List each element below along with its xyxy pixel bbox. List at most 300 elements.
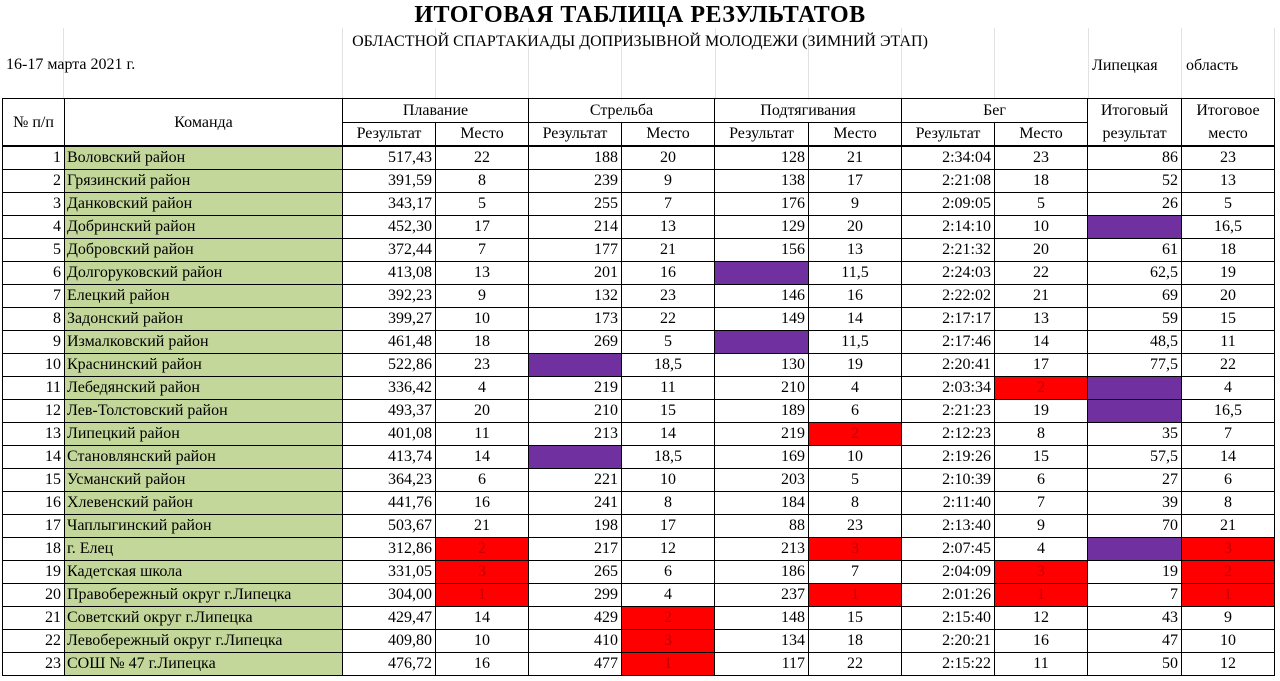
- total-place-cell: 8: [1182, 492, 1275, 515]
- row-number-cell: 22: [3, 630, 65, 653]
- header-num: № п/п: [3, 99, 65, 147]
- run-result-cell: 2:10:39: [902, 469, 995, 492]
- total-result-cell: 47: [1088, 630, 1182, 653]
- pull-place-cell: 2: [809, 423, 902, 446]
- swim-result-cell: 461,48: [343, 331, 436, 354]
- total-place-cell: 1: [1182, 584, 1275, 607]
- swim-result-cell: 517,43: [343, 146, 436, 170]
- swim-place-cell: 8: [436, 170, 529, 193]
- run-place-cell: 3: [995, 561, 1088, 584]
- pull-result-cell: 213: [715, 538, 809, 561]
- swim-place-cell: 7: [436, 239, 529, 262]
- header-team: Команда: [65, 99, 343, 147]
- total-result-cell: 50: [1088, 653, 1182, 676]
- total-place-cell: 12: [1182, 653, 1275, 676]
- team-name-cell: Хлевенский район: [65, 492, 343, 515]
- total-place-cell: 22: [1182, 354, 1275, 377]
- table-row: [3, 400, 1275, 423]
- event-date: 16-17 марта 2021 г.: [6, 56, 136, 73]
- run-place-cell: 5: [995, 193, 1088, 216]
- shoot-place-cell: 9: [622, 170, 715, 193]
- team-name-cell: Правобережный округ г.Липецка: [65, 584, 343, 607]
- swim-result-cell: 331,05: [343, 561, 436, 584]
- shoot-place-cell: 3: [622, 630, 715, 653]
- swim-result-cell: 372,44: [343, 239, 436, 262]
- swim-result-cell: 364,23: [343, 469, 436, 492]
- swim-place-cell: 9: [436, 285, 529, 308]
- team-name-cell: Воловский район: [65, 146, 343, 170]
- pull-result-cell: 186: [715, 561, 809, 584]
- row-number-cell: 6: [3, 262, 65, 285]
- shoot-place-cell: 8: [622, 492, 715, 515]
- total-place-cell: 16,5: [1182, 216, 1275, 239]
- results-body: [3, 146, 1275, 676]
- team-name-cell: Лебедянский район: [65, 377, 343, 400]
- run-result-cell: 2:04:09: [902, 561, 995, 584]
- table-row: [3, 146, 1275, 170]
- total-result-cell: 57,5: [1088, 446, 1182, 469]
- total-place-cell: 10: [1182, 630, 1275, 653]
- swim-place-cell: 11: [436, 423, 529, 446]
- table-row: [3, 469, 1275, 492]
- swim-place-cell: 17: [436, 216, 529, 239]
- table-row: [3, 515, 1275, 538]
- page-subtitle: ОБЛАСТНОЙ СПАРТАКИАДЫ ДОПРИЗЫВНОЙ МОЛОДЕЖИ (ЗИМНИЙ ЭТАП): [352, 33, 928, 50]
- shoot-result-cell: 210: [529, 400, 622, 423]
- row-number-cell: 23: [3, 653, 65, 676]
- pull-place-cell: 14: [809, 308, 902, 331]
- table-row: [3, 216, 1275, 239]
- total-result-cell: 21: [1088, 538, 1182, 561]
- total-place-cell: 19: [1182, 262, 1275, 285]
- pull-result-cell: 149: [715, 308, 809, 331]
- team-name-cell: Задонский район: [65, 308, 343, 331]
- total-place-cell: 18: [1182, 239, 1275, 262]
- team-name-cell: СОШ № 47 г.Липецка: [65, 653, 343, 676]
- shoot-result-cell: 241: [529, 492, 622, 515]
- row-number-cell: 8: [3, 308, 65, 331]
- team-name-cell: Лев-Толстовский район: [65, 400, 343, 423]
- swim-result-cell: 392,23: [343, 285, 436, 308]
- pull-place-cell: 9: [809, 193, 902, 216]
- header-shoot: Стрельба: [529, 99, 715, 123]
- pull-result-cell: 138: [715, 170, 809, 193]
- total-result-cell: 62,5: [1088, 262, 1182, 285]
- pull-result-cell: 156: [715, 239, 809, 262]
- results-table: [2, 98, 1275, 676]
- swim-result-cell: 304,00: [343, 584, 436, 607]
- swim-place-cell: 14: [436, 607, 529, 630]
- total-result-cell: 35: [1088, 423, 1182, 446]
- swim-place-cell: 22: [436, 146, 529, 170]
- run-place-cell: 2: [995, 377, 1088, 400]
- run-place-cell: 20: [995, 239, 1088, 262]
- shoot-place-cell: 4: [622, 584, 715, 607]
- header-run-result: Результат: [902, 123, 995, 147]
- shoot-result-cell: 269: [529, 331, 622, 354]
- table-row: [3, 584, 1275, 607]
- swim-result-cell: 452,30: [343, 216, 436, 239]
- total-result-cell: 86: [1088, 146, 1182, 170]
- team-name-cell: Елецкий район: [65, 285, 343, 308]
- swim-result-cell: 522,86: [343, 354, 436, 377]
- shoot-place-cell: 6: [622, 561, 715, 584]
- run-place-cell: 16: [995, 630, 1088, 653]
- region-label: Липецкая: [1092, 57, 1158, 74]
- run-place-cell: 21: [995, 285, 1088, 308]
- shoot-result-cell: 173: [529, 308, 622, 331]
- shoot-place-cell: 17: [622, 515, 715, 538]
- table-row: [3, 377, 1275, 400]
- shoot-result-cell: 198: [529, 515, 622, 538]
- pull-place-cell: 1: [809, 584, 902, 607]
- page-title: ИТОГОВАЯ ТАБЛИЦА РЕЗУЛЬТАТОВ: [414, 2, 866, 28]
- header-swim: Плавание: [343, 99, 529, 123]
- pull-place-cell: 3: [809, 538, 902, 561]
- row-number-cell: 9: [3, 331, 65, 354]
- run-result-cell: 2:07:45: [902, 538, 995, 561]
- shoot-result-cell: 221: [529, 469, 622, 492]
- swim-result-cell: 336,42: [343, 377, 436, 400]
- total-place-cell: 6: [1182, 469, 1275, 492]
- swim-place-cell: 21: [436, 515, 529, 538]
- total-result-cell: 61: [1088, 239, 1182, 262]
- shoot-place-cell: 15: [622, 400, 715, 423]
- team-name-cell: Левобережный округ г.Липецка: [65, 630, 343, 653]
- header-run-place: Место: [995, 123, 1088, 147]
- team-name-cell: Советский округ г.Липецка: [65, 607, 343, 630]
- total-result-cell: 27: [1088, 469, 1182, 492]
- swim-place-cell: 6: [436, 469, 529, 492]
- swim-result-cell: 493,37: [343, 400, 436, 423]
- shoot-place-cell: 5: [622, 331, 715, 354]
- total-place-cell: 9: [1182, 607, 1275, 630]
- shoot-place-cell: 23: [622, 285, 715, 308]
- run-result-cell: 2:34:04: [902, 146, 995, 170]
- swim-place-cell: 3: [436, 561, 529, 584]
- swim-result-cell: 343,17: [343, 193, 436, 216]
- team-name-cell: Измалковский район: [65, 331, 343, 354]
- shoot-result-cell: 190: [529, 446, 622, 469]
- table-row: [3, 193, 1275, 216]
- table-row: [3, 538, 1275, 561]
- shoot-place-cell: 1: [622, 653, 715, 676]
- shoot-result-cell: 239: [529, 170, 622, 193]
- pull-place-cell: 21: [809, 146, 902, 170]
- total-place-cell: 3: [1182, 538, 1275, 561]
- swim-place-cell: 4: [436, 377, 529, 400]
- pull-place-cell: 8: [809, 492, 902, 515]
- swim-result-cell: 413,08: [343, 262, 436, 285]
- run-result-cell: 2:24:03: [902, 262, 995, 285]
- shoot-result-cell: 219: [529, 377, 622, 400]
- total-result-cell: 21: [1088, 377, 1182, 400]
- pull-place-cell: 16: [809, 285, 902, 308]
- run-place-cell: 11: [995, 653, 1088, 676]
- shoot-place-cell: 22: [622, 308, 715, 331]
- total-result-cell: 60: [1088, 400, 1182, 423]
- run-place-cell: 19: [995, 400, 1088, 423]
- swim-result-cell: 441,76: [343, 492, 436, 515]
- swim-place-cell: 1: [436, 584, 529, 607]
- run-result-cell: 2:09:05: [902, 193, 995, 216]
- run-result-cell: 2:22:02: [902, 285, 995, 308]
- total-place-cell: 20: [1182, 285, 1275, 308]
- table-row: [3, 653, 1275, 676]
- run-place-cell: 10: [995, 216, 1088, 239]
- row-number-cell: 5: [3, 239, 65, 262]
- run-result-cell: 2:14:10: [902, 216, 995, 239]
- header-total-result: Итоговый результат: [1088, 99, 1182, 147]
- pull-result-cell: 237: [715, 584, 809, 607]
- total-result-cell: 59: [1088, 308, 1182, 331]
- run-result-cell: 2:15:22: [902, 653, 995, 676]
- pull-result-cell: 128: [715, 146, 809, 170]
- run-place-cell: 7: [995, 492, 1088, 515]
- total-result-cell: 70: [1088, 515, 1182, 538]
- shoot-result-cell: 265: [529, 561, 622, 584]
- pull-result-cell: 134: [715, 630, 809, 653]
- pull-result-cell: 176: [715, 193, 809, 216]
- swim-place-cell: 14: [436, 446, 529, 469]
- run-result-cell: 2:17:46: [902, 331, 995, 354]
- table-row: [3, 239, 1275, 262]
- row-number-cell: 15: [3, 469, 65, 492]
- shoot-place-cell: 12: [622, 538, 715, 561]
- header-shoot-place: Место: [622, 123, 715, 147]
- pull-place-cell: 7: [809, 561, 902, 584]
- shoot-place-cell: 11: [622, 377, 715, 400]
- team-name-cell: Добринский район: [65, 216, 343, 239]
- run-place-cell: 23: [995, 146, 1088, 170]
- total-result-cell: 39: [1088, 492, 1182, 515]
- swim-place-cell: 13: [436, 262, 529, 285]
- shoot-place-cell: 13: [622, 216, 715, 239]
- total-place-cell: 4: [1182, 377, 1275, 400]
- table-row: [3, 423, 1275, 446]
- total-place-cell: 21: [1182, 515, 1275, 538]
- row-number-cell: 4: [3, 216, 65, 239]
- swim-place-cell: 16: [436, 653, 529, 676]
- header-pull-place: Место: [809, 123, 902, 147]
- table-row: [3, 492, 1275, 515]
- row-number-cell: 2: [3, 170, 65, 193]
- pull-result-cell: 184: [715, 492, 809, 515]
- pull-place-cell: 20: [809, 216, 902, 239]
- pull-place-cell: 22: [809, 653, 902, 676]
- pull-result-cell: 160: [715, 331, 809, 354]
- pull-result-cell: 169: [715, 446, 809, 469]
- shoot-place-cell: 2: [622, 607, 715, 630]
- pull-place-cell: 13: [809, 239, 902, 262]
- swim-result-cell: 409,80: [343, 630, 436, 653]
- run-result-cell: 2:20:21: [902, 630, 995, 653]
- pull-place-cell: 4: [809, 377, 902, 400]
- swim-place-cell: 10: [436, 630, 529, 653]
- row-number-cell: 13: [3, 423, 65, 446]
- total-result-cell: 77,5: [1088, 354, 1182, 377]
- shoot-result-cell: 132: [529, 285, 622, 308]
- pull-place-cell: 11,5: [809, 262, 902, 285]
- run-place-cell: 6: [995, 469, 1088, 492]
- pull-place-cell: 23: [809, 515, 902, 538]
- run-place-cell: 12: [995, 607, 1088, 630]
- pull-result-cell: 219: [715, 423, 809, 446]
- pull-result-cell: 148: [715, 607, 809, 630]
- row-number-cell: 11: [3, 377, 65, 400]
- pull-result-cell: 117: [715, 653, 809, 676]
- header-run: Бег: [902, 99, 1088, 123]
- total-place-cell: 7: [1182, 423, 1275, 446]
- swim-place-cell: 23: [436, 354, 529, 377]
- row-number-cell: 10: [3, 354, 65, 377]
- row-number-cell: 21: [3, 607, 65, 630]
- run-place-cell: 14: [995, 331, 1088, 354]
- run-result-cell: 2:21:32: [902, 239, 995, 262]
- run-result-cell: 2:15:40: [902, 607, 995, 630]
- row-number-cell: 16: [3, 492, 65, 515]
- pull-result-cell: 129: [715, 216, 809, 239]
- shoot-result-cell: 429: [529, 607, 622, 630]
- run-place-cell: 22: [995, 262, 1088, 285]
- swim-result-cell: 413,74: [343, 446, 436, 469]
- run-place-cell: 13: [995, 308, 1088, 331]
- shoot-place-cell: 20: [622, 146, 715, 170]
- pull-place-cell: 17: [809, 170, 902, 193]
- total-place-cell: 11: [1182, 331, 1275, 354]
- run-place-cell: 9: [995, 515, 1088, 538]
- row-number-cell: 20: [3, 584, 65, 607]
- swim-place-cell: 5: [436, 193, 529, 216]
- shoot-result-cell: 214: [529, 216, 622, 239]
- header-swim-place: Место: [436, 123, 529, 147]
- team-name-cell: Усманский район: [65, 469, 343, 492]
- total-place-cell: 16,5: [1182, 400, 1275, 423]
- header-row-1: [3, 99, 1275, 123]
- total-result-cell: 69: [1088, 285, 1182, 308]
- shoot-result-cell: 217: [529, 538, 622, 561]
- table-row: [3, 446, 1275, 469]
- swim-place-cell: 20: [436, 400, 529, 423]
- row-number-cell: 7: [3, 285, 65, 308]
- pull-place-cell: 19: [809, 354, 902, 377]
- pull-result-cell: 210: [715, 377, 809, 400]
- table-row: [3, 561, 1275, 584]
- total-place-cell: 23: [1182, 146, 1275, 170]
- swim-result-cell: 399,27: [343, 308, 436, 331]
- table-row: [3, 630, 1275, 653]
- shoot-result-cell: 201: [529, 262, 622, 285]
- header-pull-result: Результат: [715, 123, 809, 147]
- team-name-cell: Добровский район: [65, 239, 343, 262]
- row-number-cell: 17: [3, 515, 65, 538]
- shoot-place-cell: 18,5: [622, 354, 715, 377]
- run-result-cell: 2:17:17: [902, 308, 995, 331]
- pull-result-cell: 160: [715, 262, 809, 285]
- shoot-result-cell: 299: [529, 584, 622, 607]
- shoot-place-cell: 18,5: [622, 446, 715, 469]
- shoot-place-cell: 14: [622, 423, 715, 446]
- shoot-result-cell: 213: [529, 423, 622, 446]
- run-place-cell: 17: [995, 354, 1088, 377]
- team-name-cell: Краснинский район: [65, 354, 343, 377]
- swim-place-cell: 10: [436, 308, 529, 331]
- table-row: [3, 285, 1275, 308]
- run-result-cell: 2:01:26: [902, 584, 995, 607]
- table-row: [3, 607, 1275, 630]
- shoot-result-cell: 188: [529, 146, 622, 170]
- pull-place-cell: 10: [809, 446, 902, 469]
- swim-result-cell: 429,47: [343, 607, 436, 630]
- total-result-cell: 19: [1088, 561, 1182, 584]
- pull-result-cell: 203: [715, 469, 809, 492]
- row-number-cell: 14: [3, 446, 65, 469]
- run-result-cell: 2:12:23: [902, 423, 995, 446]
- table-row: [3, 170, 1275, 193]
- total-place-cell: 13: [1182, 170, 1275, 193]
- shoot-place-cell: 7: [622, 193, 715, 216]
- run-place-cell: 18: [995, 170, 1088, 193]
- pull-result-cell: 146: [715, 285, 809, 308]
- pull-result-cell: 189: [715, 400, 809, 423]
- table-row: [3, 308, 1275, 331]
- table-row: [3, 354, 1275, 377]
- shoot-result-cell: 255: [529, 193, 622, 216]
- total-result-cell: 26: [1088, 193, 1182, 216]
- header-pull: Подтягивания: [715, 99, 902, 123]
- total-result-cell: 48,5: [1088, 331, 1182, 354]
- total-place-cell: 14: [1182, 446, 1275, 469]
- swim-result-cell: 401,08: [343, 423, 436, 446]
- shoot-place-cell: 16: [622, 262, 715, 285]
- run-result-cell: 2:03:34: [902, 377, 995, 400]
- run-place-cell: 8: [995, 423, 1088, 446]
- run-result-cell: 2:19:26: [902, 446, 995, 469]
- shoot-result-cell: 177: [529, 239, 622, 262]
- table-row: [3, 331, 1275, 354]
- shoot-result-cell: 410: [529, 630, 622, 653]
- team-name-cell: Данковский район: [65, 193, 343, 216]
- run-result-cell: 2:13:40: [902, 515, 995, 538]
- total-place-cell: 15: [1182, 308, 1275, 331]
- total-place-cell: 5: [1182, 193, 1275, 216]
- run-place-cell: 4: [995, 538, 1088, 561]
- header-shoot-result: Результат: [529, 123, 622, 147]
- run-result-cell: 2:20:41: [902, 354, 995, 377]
- run-result-cell: 2:21:08: [902, 170, 995, 193]
- total-result-cell: 52: [1088, 170, 1182, 193]
- total-result-cell: 43: [1088, 607, 1182, 630]
- swim-place-cell: 2: [436, 538, 529, 561]
- total-result-cell: 60: [1088, 216, 1182, 239]
- row-number-cell: 19: [3, 561, 65, 584]
- row-number-cell: 1: [3, 146, 65, 170]
- team-name-cell: г. Елец: [65, 538, 343, 561]
- header-total-place: Итоговое место: [1182, 99, 1275, 147]
- swim-place-cell: 18: [436, 331, 529, 354]
- team-name-cell: Грязинский район: [65, 170, 343, 193]
- swim-result-cell: 476,72: [343, 653, 436, 676]
- shoot-place-cell: 10: [622, 469, 715, 492]
- run-result-cell: 2:11:40: [902, 492, 995, 515]
- total-place-cell: 2: [1182, 561, 1275, 584]
- shoot-result-cell: 477: [529, 653, 622, 676]
- pull-result-cell: 88: [715, 515, 809, 538]
- swim-result-cell: 312,86: [343, 538, 436, 561]
- pull-place-cell: 15: [809, 607, 902, 630]
- pull-result-cell: 130: [715, 354, 809, 377]
- swim-result-cell: 391,59: [343, 170, 436, 193]
